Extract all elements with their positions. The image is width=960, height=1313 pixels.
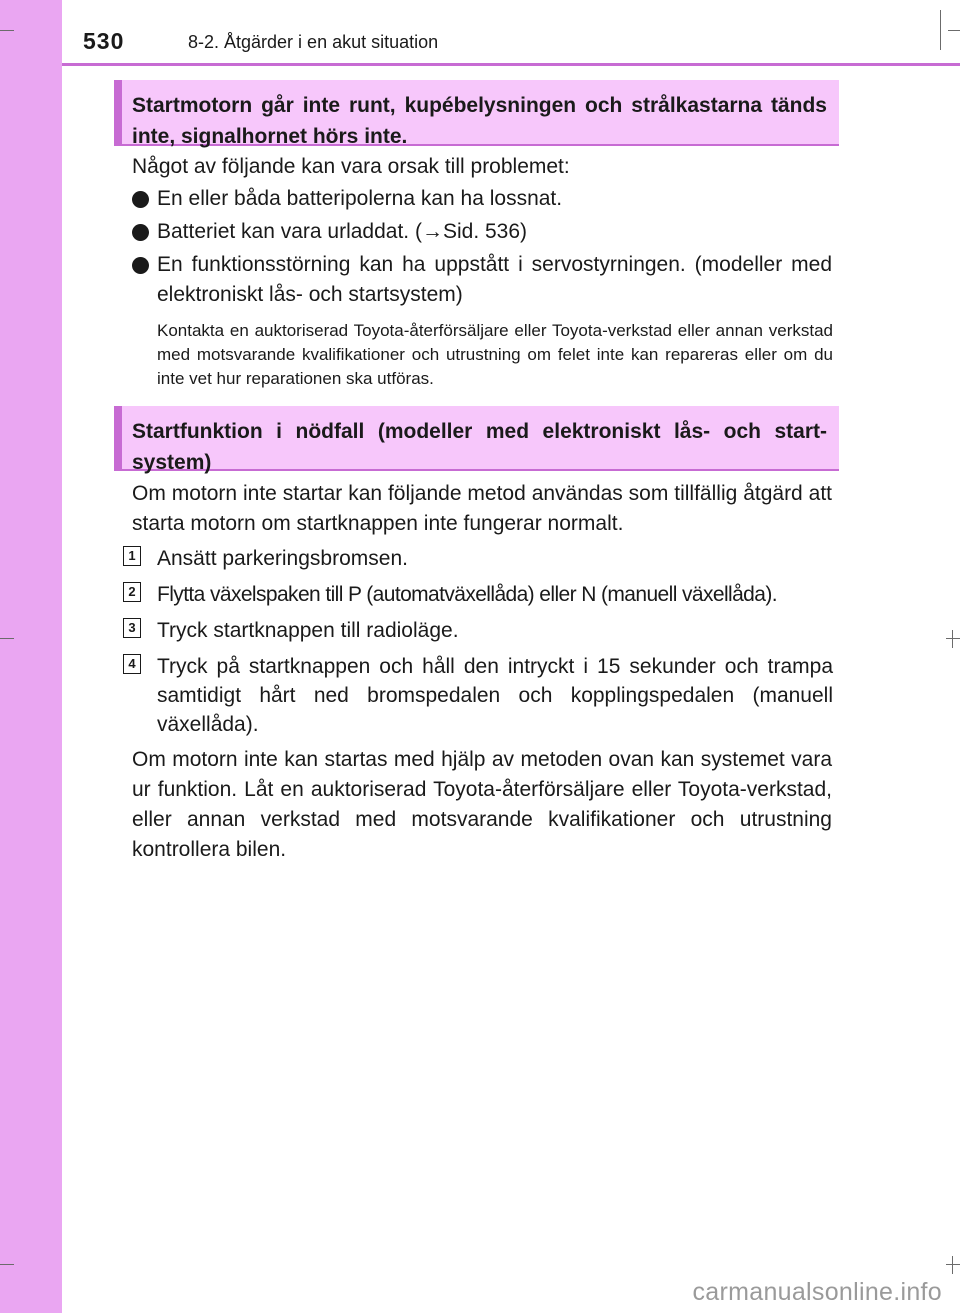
step-text: Tryck startknappen till radioläge. — [157, 619, 459, 642]
crop-mark — [952, 630, 953, 648]
side-color-strip — [0, 0, 62, 1313]
intro-text: Något av följande kan vara orsak till problemet: — [132, 155, 570, 178]
bullet-dot-icon — [132, 224, 149, 241]
step-number-badge: 1 — [123, 546, 141, 566]
crop-mark — [0, 30, 14, 31]
outro-text: Om motorn inte kan startas med hjälp av metoden ovan kan systemet vara ur funktion. Låt en auktoriserad Toyota-återförsäljare eller Toyota-verkstad, eller annan verkstad med motsvarande kvalifikationer och utrustning kontrollera bilen. — [132, 748, 832, 861]
crop-mark — [946, 1264, 960, 1265]
bullet-item — [132, 184, 832, 214]
page-header — [62, 0, 960, 66]
bullet-text: En funktionsstörning kan ha uppstått i servostyrningen. (modeller med elektroniskt lås- och startsystem) — [157, 253, 832, 306]
step-text: Ansätt parkeringsbromsen. — [157, 547, 408, 570]
crop-mark — [0, 1264, 14, 1265]
step-number-badge: 3 — [123, 618, 141, 638]
step-text: Flytta växelspaken till P (automatväxellåda) eller N (manuell växellåda). — [157, 583, 777, 606]
step-item — [123, 580, 833, 609]
page-number: 530 — [83, 28, 125, 54]
step-item — [123, 544, 833, 573]
intro-text: Om motorn inte startar kan följande metod användas som tillfällig åtgärd att starta motorn om startknappen inte fungerar normalt. — [132, 482, 832, 535]
bullet-dot-icon — [132, 191, 149, 208]
bullet-text: Batteriet kan vara urladdat. (→Sid. 536) — [157, 220, 528, 243]
step-item — [123, 652, 833, 739]
bullet-text: En eller båda batteripolerna kan ha lossnat. — [157, 187, 563, 210]
section-heading-box — [114, 406, 839, 474]
step-item — [123, 616, 833, 645]
crop-mark — [948, 30, 960, 31]
crop-mark — [940, 10, 941, 50]
crop-mark — [946, 638, 960, 639]
crop-mark — [0, 638, 14, 639]
bullet-item — [132, 217, 832, 247]
section-heading: Startmotorn går inte runt, kupébelysningen och strålkastarna tänds inte, signalhornet hörs inte. — [132, 94, 827, 148]
section-title: 8-2. Åtgärder i en akut situation — [188, 32, 439, 52]
bullet-item — [132, 250, 832, 310]
step-number-badge: 2 — [123, 582, 141, 602]
header-divider — [62, 63, 960, 66]
section-heading-box — [114, 80, 839, 146]
step-number-badge: 4 — [123, 654, 141, 674]
watermark: carmanualsonline.info — [692, 1278, 942, 1306]
bullet-dot-icon — [132, 257, 149, 274]
step-text: Tryck på startknappen och håll den intryckt i 15 sekunder och trampa samtidigt hårt ned bromspedalen och kopplingspedalen (manuell växellåda). — [157, 655, 833, 736]
section-heading: Startfunktion i nödfall (modeller med elektroniskt lås- och start-system) — [132, 420, 827, 474]
note-text: Kontakta en auktoriserad Toyota-återförsäljare eller Toyota-verkstad eller annan verkstad med motsvarande kvalifikationer och utrustning om felet inte kan repareras eller om du inte vet hur reparationen ska utföras. — [157, 321, 833, 388]
crop-mark — [952, 1256, 953, 1274]
